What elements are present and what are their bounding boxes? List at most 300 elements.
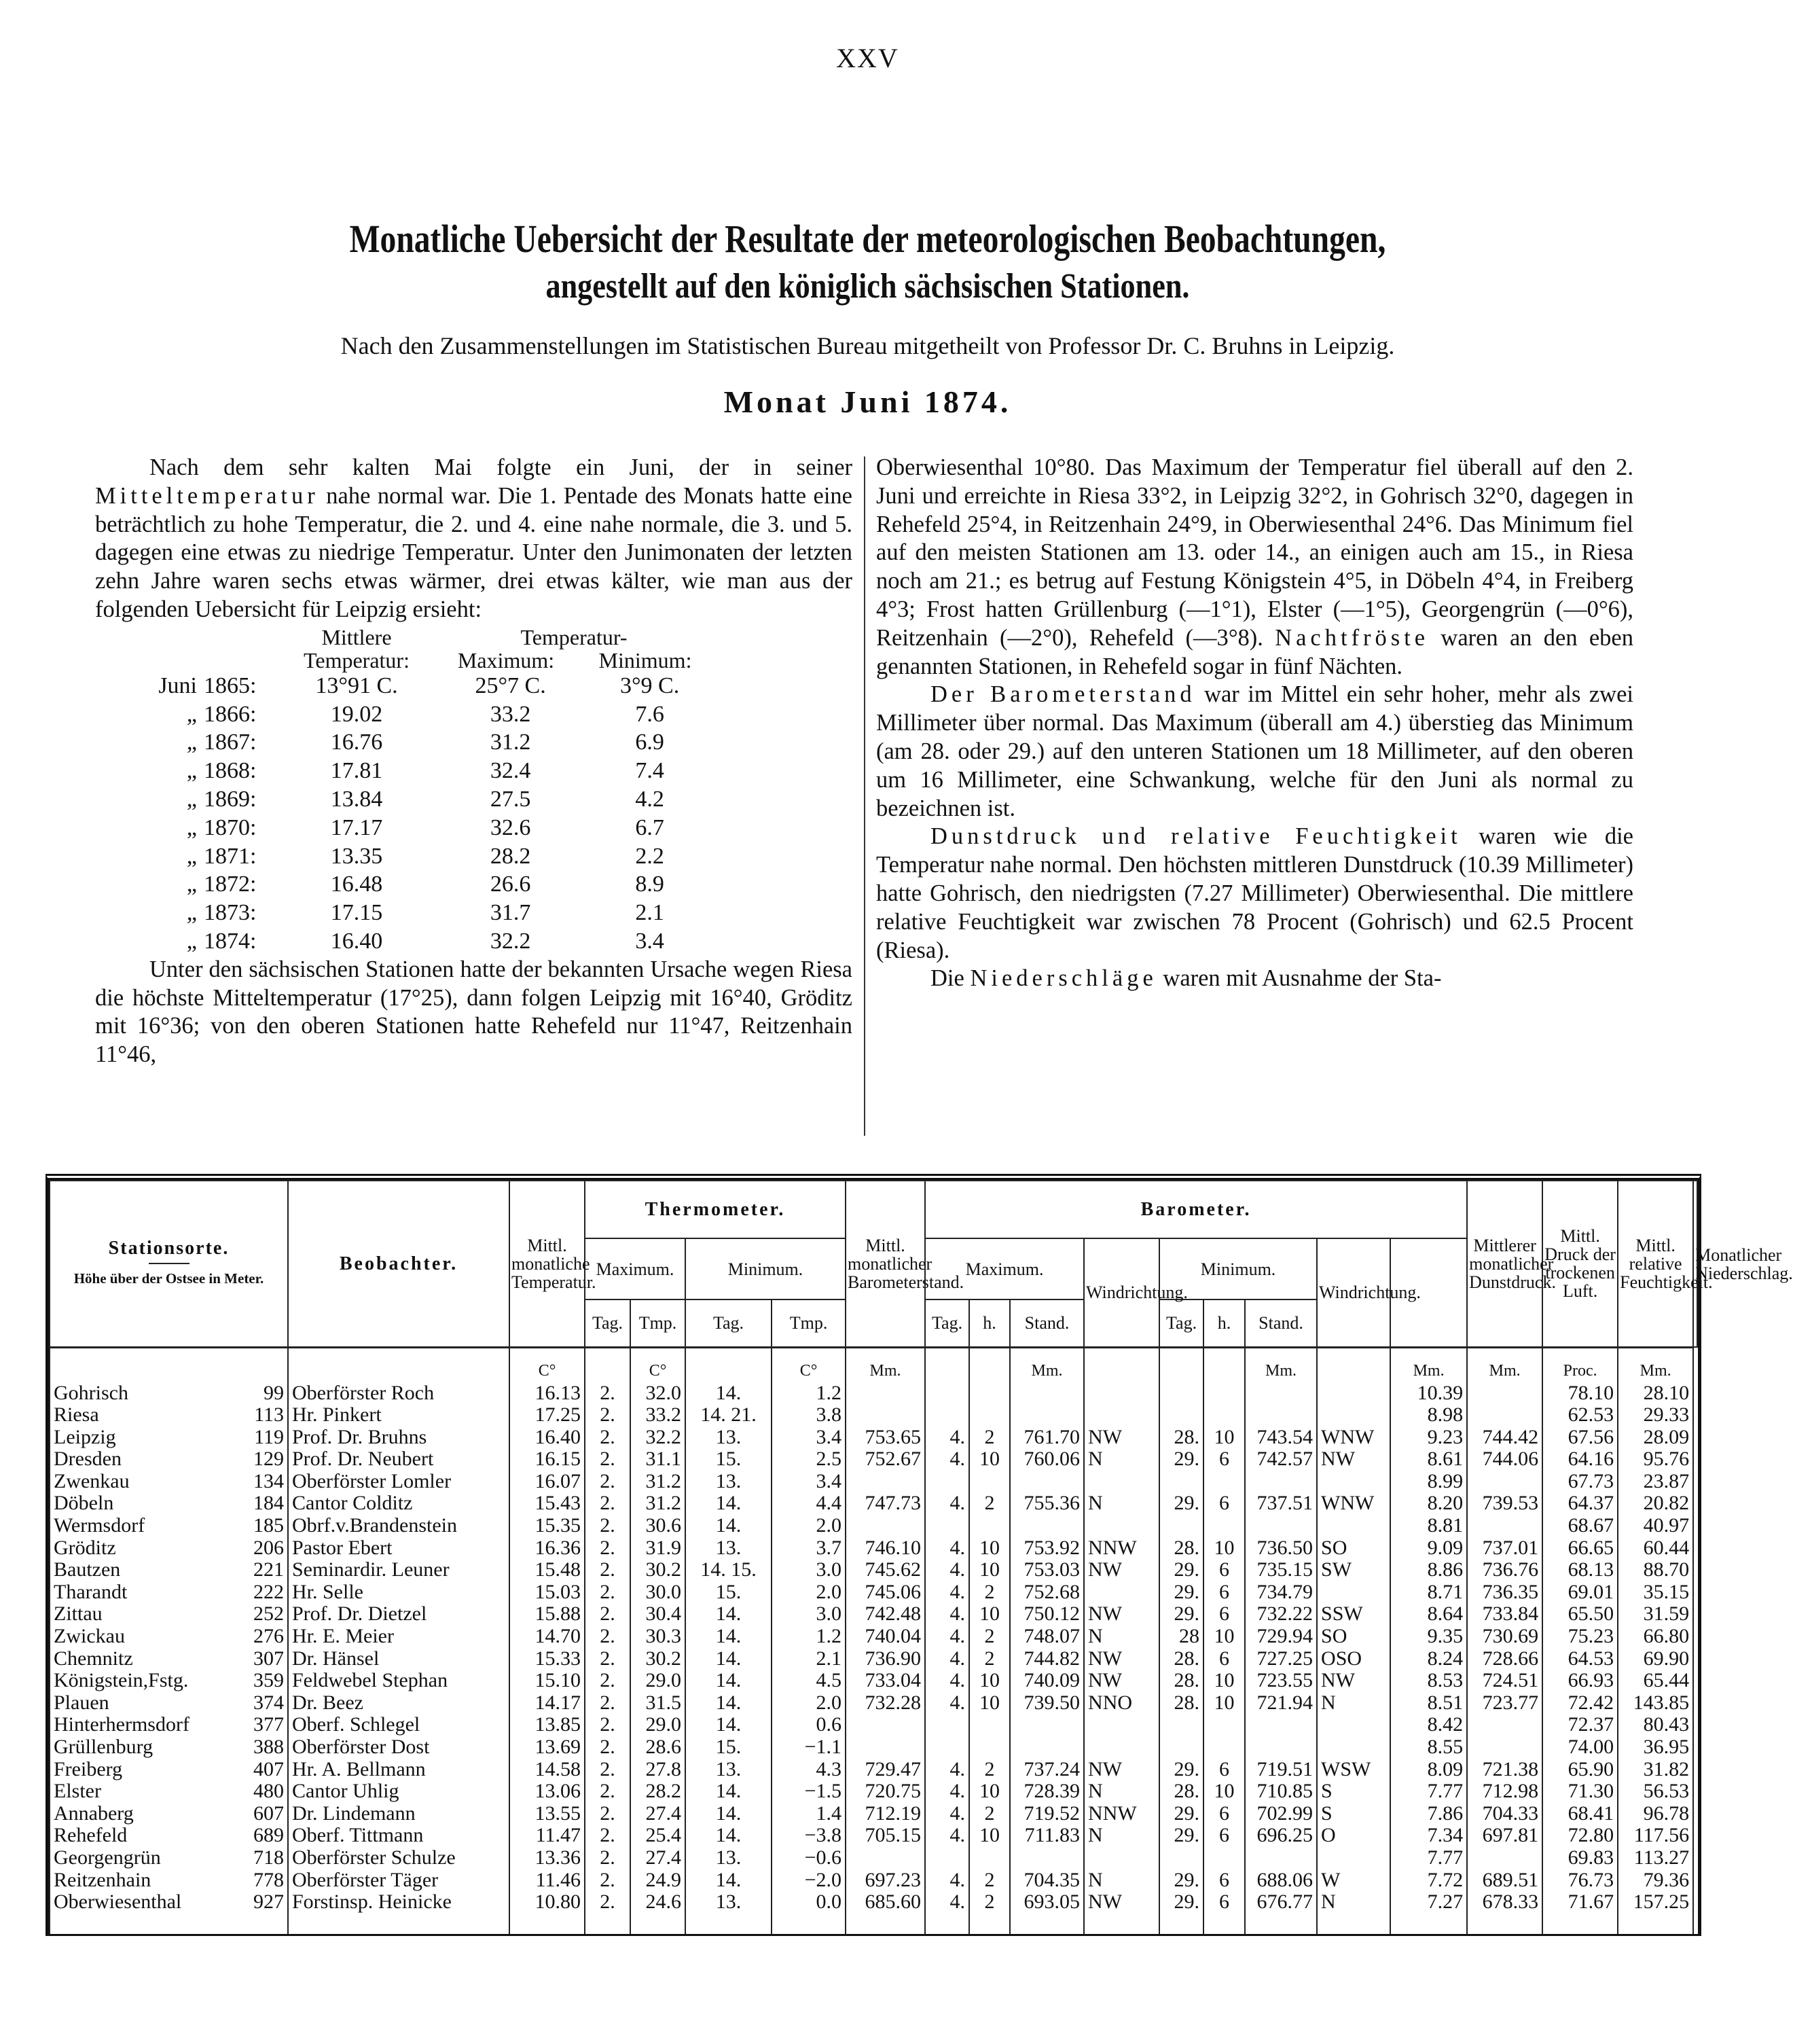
header-thermo-min: Minimum. — [685, 1238, 846, 1299]
station-height: 407 — [253, 1757, 284, 1780]
leipzig-june-table — [95, 626, 713, 956]
rel-humidity: 75.23 — [1542, 1626, 1618, 1648]
mean-temp: 15.33 — [509, 1648, 585, 1670]
baro-max: 744.82 — [1010, 1648, 1084, 1670]
station-name: Georgengrün — [54, 1846, 161, 1869]
baro-max: 755.36 — [1010, 1492, 1084, 1515]
dry-air-pressure: 723.77 — [1467, 1692, 1542, 1715]
baro-min-wind: SW — [1317, 1559, 1390, 1581]
thermo-max-day: 2. — [585, 1869, 630, 1892]
thermo-min: −3.8 — [772, 1825, 846, 1847]
station-cell — [50, 1626, 288, 1648]
vapour-pressure: 8.98 — [1390, 1404, 1467, 1427]
station-cell-content — [54, 1847, 284, 1869]
thermo-min: 3.4 — [772, 1427, 846, 1449]
empty-cell — [585, 1914, 630, 1934]
vapour-pressure: 8.86 — [1390, 1559, 1467, 1581]
observer: Forstinsp. Heinicke — [288, 1891, 509, 1914]
baro-min — [1245, 1515, 1317, 1537]
station-name: Oberwiesenthal — [54, 1890, 182, 1914]
rel-humidity: 65.50 — [1542, 1603, 1618, 1626]
observer: Oberförster Dost — [288, 1736, 509, 1759]
units-row — [50, 1347, 1697, 1382]
thermo-max: 27.8 — [630, 1759, 685, 1781]
thermo-max: 31.2 — [630, 1471, 685, 1493]
station-name: Freiberg — [54, 1757, 123, 1780]
baro-min-wind: SO — [1317, 1537, 1390, 1560]
mini-year: 1872: — [204, 872, 257, 897]
baro-min: 696.25 — [1245, 1825, 1317, 1847]
header-stand: Stand. — [1245, 1299, 1317, 1347]
rel-humidity: 66.93 — [1542, 1670, 1618, 1692]
station-height: 607 — [253, 1801, 284, 1825]
vapour-pressure: 7.34 — [1390, 1825, 1467, 1847]
station-name: Bautzen — [54, 1558, 121, 1581]
baro-max-hour: 10 — [969, 1603, 1010, 1626]
baro-min-wind: S — [1317, 1803, 1390, 1825]
baro-max-hour: 10 — [969, 1559, 1010, 1581]
empty-cell — [1317, 1914, 1390, 1934]
rel-humidity: 72.42 — [1542, 1692, 1618, 1715]
mini-mean: 16.76 — [330, 730, 383, 755]
unit-label — [1159, 1347, 1203, 1382]
mini-year: 1869: — [204, 786, 257, 812]
mini-table-row — [95, 757, 713, 785]
dry-air-pressure — [1467, 1515, 1542, 1537]
observer: Cantor Colditz — [288, 1492, 509, 1515]
baro-min-hour — [1203, 1515, 1245, 1537]
thermo-min-day: 14. — [685, 1692, 772, 1715]
empty-cell — [630, 1914, 685, 1934]
station-cell — [50, 1670, 288, 1692]
thermo-max-day: 2. — [585, 1891, 630, 1914]
baro-min-day: 28. — [1159, 1427, 1203, 1449]
thermo-min-day: 14. — [685, 1803, 772, 1825]
unit-label — [925, 1347, 969, 1382]
baro-max-wind: N — [1084, 1825, 1159, 1847]
baro-max: 753.03 — [1010, 1559, 1084, 1581]
station-cell-content — [54, 1492, 284, 1515]
vapour-pressure: 8.42 — [1390, 1714, 1467, 1736]
mini-min: 4.2 — [635, 786, 664, 812]
baro-max-wind: NW — [1084, 1427, 1159, 1449]
thermo-min: 0.0 — [772, 1891, 846, 1914]
baro-max-day: 4. — [925, 1448, 969, 1471]
baro-max-wind: N — [1084, 1780, 1159, 1803]
thermo-max-day: 2. — [585, 1427, 630, 1449]
empty-cell — [288, 1914, 509, 1934]
empty-cell — [1203, 1914, 1245, 1934]
observer: Obrf.v.Brandenstein — [288, 1515, 509, 1537]
observer: Hr. Selle — [288, 1581, 509, 1604]
rel-humidity: 68.67 — [1542, 1515, 1618, 1537]
precipitation: 66.80 — [1618, 1626, 1693, 1648]
mean-baro — [846, 1404, 925, 1427]
baro-min-day: 28. — [1159, 1692, 1203, 1715]
precipitation: 40.97 — [1618, 1515, 1693, 1537]
baro-min-hour: 10 — [1203, 1427, 1245, 1449]
rel-humidity: 67.73 — [1542, 1471, 1618, 1493]
observer: Oberförster Schulze — [288, 1847, 509, 1869]
station-cell-content — [54, 1515, 284, 1537]
baro-min-wind: OSO — [1317, 1648, 1390, 1670]
thermo-min: 3.4 — [772, 1471, 846, 1493]
header-mean-temp: Mittl. monatliche Temperatur. — [509, 1181, 585, 1347]
rel-humidity: 66.65 — [1542, 1537, 1618, 1560]
baro-min-day — [1159, 1714, 1203, 1736]
mini-month: „ — [186, 730, 197, 755]
dry-air-pressure — [1467, 1736, 1542, 1759]
thermo-max: 30.4 — [630, 1603, 685, 1626]
unit-label: Mm. — [1618, 1347, 1693, 1382]
station-height: 99 — [264, 1381, 284, 1404]
baro-max: 704.35 — [1010, 1869, 1084, 1892]
vapour-pressure: 7.27 — [1390, 1891, 1467, 1914]
vapour-pressure: 7.86 — [1390, 1803, 1467, 1825]
unit-label: Mm. — [846, 1347, 925, 1382]
station-name: Chemnitz — [54, 1647, 133, 1670]
rel-humidity: 69.83 — [1542, 1847, 1618, 1869]
observer: Hr. Pinkert — [288, 1404, 509, 1427]
precipitation: 31.82 — [1618, 1759, 1693, 1781]
thermo-min-day: 13. — [685, 1847, 772, 1869]
precipitation: 28.09 — [1618, 1427, 1693, 1449]
dry-air-pressure: 721.38 — [1467, 1759, 1542, 1781]
header-baro-max: Maximum. — [925, 1238, 1084, 1299]
baro-min-wind — [1317, 1581, 1390, 1604]
dry-air-pressure: 678.33 — [1467, 1891, 1542, 1914]
thermo-max-day: 2. — [585, 1492, 630, 1515]
baro-max — [1010, 1847, 1084, 1869]
station-name: Tharandt — [54, 1580, 128, 1603]
rel-humidity: 76.73 — [1542, 1869, 1618, 1892]
unit-label: C° — [630, 1347, 685, 1382]
mini-max: 25°7 C. — [475, 673, 546, 698]
mini-month: „ — [186, 928, 197, 954]
mean-temp: 11.47 — [509, 1825, 585, 1847]
station-height: 689 — [253, 1824, 284, 1847]
station-cell-content — [54, 1626, 284, 1648]
station-height: 185 — [253, 1514, 284, 1537]
station-cell — [50, 1448, 288, 1471]
precipitation: 79.36 — [1618, 1869, 1693, 1892]
mean-baro: 747.73 — [846, 1492, 925, 1515]
station-cell — [50, 1471, 288, 1493]
text: waren wie die Temperatur nahe normal. Den höchsten mittleren Dunstdruck (10.39 Millimeter) hatte Gohrisch, den niedrigsten (7.27 Millimeter) Oberwiesenthal. Die mittlere relative Feuchtigkeit war zwischen 78 Procent (Gohrisch) und 62.5 Procent (Riesa). — [876, 823, 1633, 963]
station-height: 252 — [253, 1602, 284, 1626]
thermo-max: 32.0 — [630, 1382, 685, 1405]
mini-mean: 13°91 C. — [315, 673, 398, 698]
mini-table-row — [95, 785, 713, 814]
thermo-max: 31.5 — [630, 1692, 685, 1715]
dry-air-pressure: 736.76 — [1467, 1559, 1542, 1581]
header-tag: Tag. — [585, 1299, 630, 1347]
baro-max: 740.09 — [1010, 1670, 1084, 1692]
baro-max-wind: N — [1084, 1626, 1159, 1648]
baro-max-wind — [1084, 1581, 1159, 1604]
vapour-pressure: 8.61 — [1390, 1448, 1467, 1471]
baro-min-hour — [1203, 1404, 1245, 1427]
dry-air-pressure: 737.01 — [1467, 1537, 1542, 1560]
mean-baro: 736.90 — [846, 1648, 925, 1670]
baro-max-wind — [1084, 1736, 1159, 1759]
table-row — [50, 1492, 1697, 1515]
station-cell — [50, 1382, 288, 1405]
baro-max-hour: 10 — [969, 1825, 1010, 1847]
baro-max-wind: NNW — [1084, 1537, 1159, 1560]
baro-min-hour: 6 — [1203, 1825, 1245, 1847]
header-tmp: Tmp. — [772, 1299, 846, 1347]
baro-max: 753.92 — [1010, 1537, 1084, 1560]
text: war im Mittel ein sehr hoher, mehr als zwei Millimeter über normal. Das Maximum (überall am 4.) überstieg das Minimum (am 28. oder 29.) auf den unteren Stationen um 18 Millimeter, auf den oberen um 16 Millimeter, eine Schwankung, welche für den Juni als normal zu bezeichnen ist. — [876, 681, 1633, 821]
mini-header-mean: Mittlere Temperatur: — [304, 624, 410, 673]
baro-min-day: 29. — [1159, 1581, 1203, 1604]
thermo-min: 2.0 — [772, 1692, 846, 1715]
thermo-max-day: 2. — [585, 1537, 630, 1560]
baro-min-day: 28. — [1159, 1537, 1203, 1560]
thermo-max: 27.4 — [630, 1847, 685, 1869]
mean-baro: 753.65 — [846, 1427, 925, 1449]
station-name: Annaberg — [54, 1801, 134, 1825]
baro-min-hour: 6 — [1203, 1648, 1245, 1670]
mini-month: Juni — [158, 673, 197, 698]
thermo-min-day: 15. — [685, 1736, 772, 1759]
station-name: Elster — [54, 1780, 101, 1803]
empty-cell — [1390, 1914, 1467, 1934]
rel-humidity: 72.37 — [1542, 1714, 1618, 1736]
baro-max: 711.83 — [1010, 1825, 1084, 1847]
station-cell-content — [54, 1692, 284, 1715]
mini-table-row — [95, 672, 713, 700]
station-cell — [50, 1692, 288, 1715]
mini-table-row — [95, 870, 713, 899]
precipitation: 20.82 — [1618, 1492, 1693, 1515]
station-name: Plauen — [54, 1691, 109, 1714]
station-cell-content — [54, 1736, 284, 1759]
observer: Dr. Hänsel — [288, 1648, 509, 1670]
mini-year: 1874: — [204, 928, 257, 954]
baro-min-day: 29. — [1159, 1603, 1203, 1626]
baro-max: 748.07 — [1010, 1626, 1084, 1648]
baro-max: 693.05 — [1010, 1891, 1084, 1914]
station-cell-content — [54, 1759, 284, 1781]
baro-min: 734.79 — [1245, 1581, 1317, 1604]
mean-baro: 746.10 — [846, 1537, 925, 1560]
thermo-min-day: 14. 15. — [685, 1559, 772, 1581]
dry-air-pressure: 689.51 — [1467, 1869, 1542, 1892]
thermo-max-day: 2. — [585, 1847, 630, 1869]
baro-min-hour: 6 — [1203, 1492, 1245, 1515]
vapour-pressure: 8.53 — [1390, 1670, 1467, 1692]
baro-min-day — [1159, 1471, 1203, 1493]
baro-min: 736.50 — [1245, 1537, 1317, 1560]
thermo-max: 25.4 — [630, 1825, 685, 1847]
mean-temp: 14.58 — [509, 1759, 585, 1781]
precipitation: 28.10 — [1618, 1382, 1693, 1405]
baro-max-hour: 2 — [969, 1869, 1010, 1892]
empty-cell — [1542, 1914, 1618, 1934]
text-spaced: Mitteltemperatur — [95, 482, 319, 509]
mini-min: 2.2 — [635, 843, 664, 869]
thermo-max-day: 2. — [585, 1736, 630, 1759]
mini-header-temp — [435, 626, 713, 672]
baro-max-hour — [969, 1736, 1010, 1759]
vapour-pressure: 9.09 — [1390, 1537, 1467, 1560]
mean-baro — [846, 1471, 925, 1493]
baro-min: 702.99 — [1245, 1803, 1317, 1825]
mean-baro: 745.62 — [846, 1559, 925, 1581]
observer: Hr. A. Bellmann — [288, 1759, 509, 1781]
vapour-pressure: 8.09 — [1390, 1759, 1467, 1781]
empty-cell — [685, 1914, 772, 1934]
baro-min-hour: 6 — [1203, 1603, 1245, 1626]
observer: Oberförster Täger — [288, 1869, 509, 1892]
baro-min-hour — [1203, 1471, 1245, 1493]
text-spaced: Dunstdruck und relative Feuchtigkeit — [930, 823, 1462, 850]
mean-baro — [846, 1515, 925, 1537]
text: Nach dem sehr kalten Mai folgte ein Juni, der in seiner — [149, 454, 852, 480]
vapour-pressure: 8.99 — [1390, 1471, 1467, 1493]
page-number: XXV — [836, 43, 899, 73]
baro-min: 688.06 — [1245, 1869, 1317, 1892]
mini-mean: 13.84 — [330, 786, 383, 812]
mean-baro — [846, 1382, 925, 1405]
mini-min: 6.7 — [635, 814, 664, 840]
mini-table-row — [95, 899, 713, 927]
text: Oberwiesenthal 10°80. Das Maximum der Temperatur fiel überall auf den 2. Juni und erreichte in Riesa 33°2, in Leipzig 32°2, in Gohrisch 32°0, dagegen in Rehefeld 25°4, in Reitzenhain 24°9, in Oberwiesenthal 24°6. Das Minimum fiel auf den meisten Stationen am 13. oder 14., an einigen auch am 15., in Riesa noch am 21.; es betrug auf Festung Königstein 4°5, in Döbeln 4°4, in Freiberg 4°3; Frost hatten Grüllenburg (—1°1), Elster (—1°5), Georgengrün (—0°6), Reitzenhain (—2°0), Rehefeld (—3°8). — [876, 454, 1633, 651]
baro-max-day: 4. — [925, 1427, 969, 1449]
mean-baro: 742.48 — [846, 1603, 925, 1626]
baro-min-hour: 6 — [1203, 1581, 1245, 1604]
station-height: 222 — [253, 1580, 284, 1603]
mini-table-row — [95, 842, 713, 871]
mean-temp: 10.80 — [509, 1891, 585, 1914]
mean-baro: 685.60 — [846, 1891, 925, 1914]
mean-temp: 13.36 — [509, 1847, 585, 1869]
thermo-max-day: 2. — [585, 1648, 630, 1670]
mini-header-max: Maximum: — [457, 647, 555, 673]
baro-min-hour: 10 — [1203, 1626, 1245, 1648]
header-tmp: Tmp. — [630, 1299, 685, 1347]
thermo-max: 31.1 — [630, 1448, 685, 1471]
thermo-min-day: 14. — [685, 1825, 772, 1847]
text: Die — [930, 965, 971, 992]
baro-max-day: 4. — [925, 1869, 969, 1892]
thermo-min: −1.5 — [772, 1780, 846, 1803]
baro-min-hour: 6 — [1203, 1891, 1245, 1914]
mean-baro: 745.06 — [846, 1581, 925, 1604]
baro-max-day: 4. — [925, 1825, 969, 1847]
dry-air-pressure — [1467, 1471, 1542, 1493]
baro-max-hour: 2 — [969, 1759, 1010, 1781]
barometer-paragraph — [876, 681, 1633, 823]
thermo-min: 3.8 — [772, 1404, 846, 1427]
baro-min — [1245, 1736, 1317, 1759]
dry-air-pressure: 712.98 — [1467, 1780, 1542, 1803]
table-row — [50, 1869, 1697, 1892]
thermo-min-day: 14. — [685, 1648, 772, 1670]
mean-baro: 732.28 — [846, 1692, 925, 1715]
header-dry-pressure: Mittl. Druck der trockenen Luft. — [1542, 1181, 1618, 1347]
baro-max: 760.06 — [1010, 1448, 1084, 1471]
thermo-min-day: 14. — [685, 1626, 772, 1648]
baro-max: 761.70 — [1010, 1427, 1084, 1449]
baro-min: 721.94 — [1245, 1692, 1317, 1715]
mean-temp: 15.43 — [509, 1492, 585, 1515]
baro-max: 752.68 — [1010, 1581, 1084, 1604]
baro-max-wind: NW — [1084, 1648, 1159, 1670]
thermo-min: 4.3 — [772, 1759, 846, 1781]
baro-max: 728.39 — [1010, 1780, 1084, 1803]
baro-min-wind — [1317, 1404, 1390, 1427]
baro-max-hour — [969, 1471, 1010, 1493]
rel-humidity: 71.30 — [1542, 1780, 1618, 1803]
mini-max: 32.6 — [490, 814, 531, 840]
header-stand: Stand. — [1010, 1299, 1084, 1347]
observer: Cantor Uhlig — [288, 1780, 509, 1803]
unit-label: Mm. — [1390, 1347, 1467, 1382]
station-name: Döbeln — [54, 1492, 114, 1515]
thermo-max: 28.2 — [630, 1780, 685, 1803]
mean-baro: 705.15 — [846, 1825, 925, 1847]
station-cell — [50, 1492, 288, 1515]
vapour-pressure: 9.23 — [1390, 1427, 1467, 1449]
header-humidity: Mittl. relative Feuchtigkeit. — [1618, 1181, 1693, 1347]
baro-max-hour — [969, 1714, 1010, 1736]
baro-min-wind — [1317, 1714, 1390, 1736]
station-height: 129 — [253, 1448, 284, 1471]
vapour-pressure: 8.71 — [1390, 1581, 1467, 1604]
baro-min-wind — [1317, 1847, 1390, 1869]
station-cell-content — [54, 1559, 284, 1581]
unit-label: Mm. — [1467, 1347, 1542, 1382]
baro-max-hour — [969, 1515, 1010, 1537]
station-height: 276 — [253, 1625, 284, 1648]
rel-humidity: 64.16 — [1542, 1448, 1618, 1471]
rel-humidity: 68.13 — [1542, 1559, 1618, 1581]
thermo-min: −2.0 — [772, 1869, 846, 1892]
station-cell-content — [54, 1448, 284, 1471]
thermo-min-day: 14. — [685, 1515, 772, 1537]
baro-max-wind: NW — [1084, 1759, 1159, 1781]
baro-max-day — [925, 1714, 969, 1736]
baro-min-wind: SO — [1317, 1626, 1390, 1648]
rel-humidity: 69.01 — [1542, 1581, 1618, 1604]
thermo-max-day: 2. — [585, 1803, 630, 1825]
baro-max-day — [925, 1515, 969, 1537]
baro-min-hour: 6 — [1203, 1448, 1245, 1471]
unit-label: C° — [772, 1347, 846, 1382]
baro-min: 735.15 — [1245, 1559, 1317, 1581]
page-title: Monatliche Uebersicht der Resultate der meteorologischen Beobachtungen, — [349, 217, 1386, 261]
mean-baro: 712.19 — [846, 1803, 925, 1825]
mini-year: 1873: — [204, 900, 257, 926]
baro-max-day: 4. — [925, 1492, 969, 1515]
mini-header-min: Minimum: — [598, 647, 692, 673]
baro-max-wind: NW — [1084, 1670, 1159, 1692]
baro-max-day — [925, 1736, 969, 1759]
baro-min-wind: W — [1317, 1869, 1390, 1892]
month-heading: Monat Juni 1874. — [723, 384, 1012, 419]
baro-max-day: 4. — [925, 1692, 969, 1715]
mini-year: 1867: — [204, 730, 257, 755]
text-spaced: Nachtfröste — [1275, 624, 1430, 651]
observer: Hr. E. Meier — [288, 1626, 509, 1648]
subtitle: Nach den Zusammenstellungen im Statistischen Bureau mitgetheilt von Professor Dr. C. Bruhns in Leipzig. — [340, 332, 1395, 359]
station-cell — [50, 1603, 288, 1626]
header-station — [50, 1181, 288, 1347]
baro-max-wind: NNW — [1084, 1803, 1159, 1825]
